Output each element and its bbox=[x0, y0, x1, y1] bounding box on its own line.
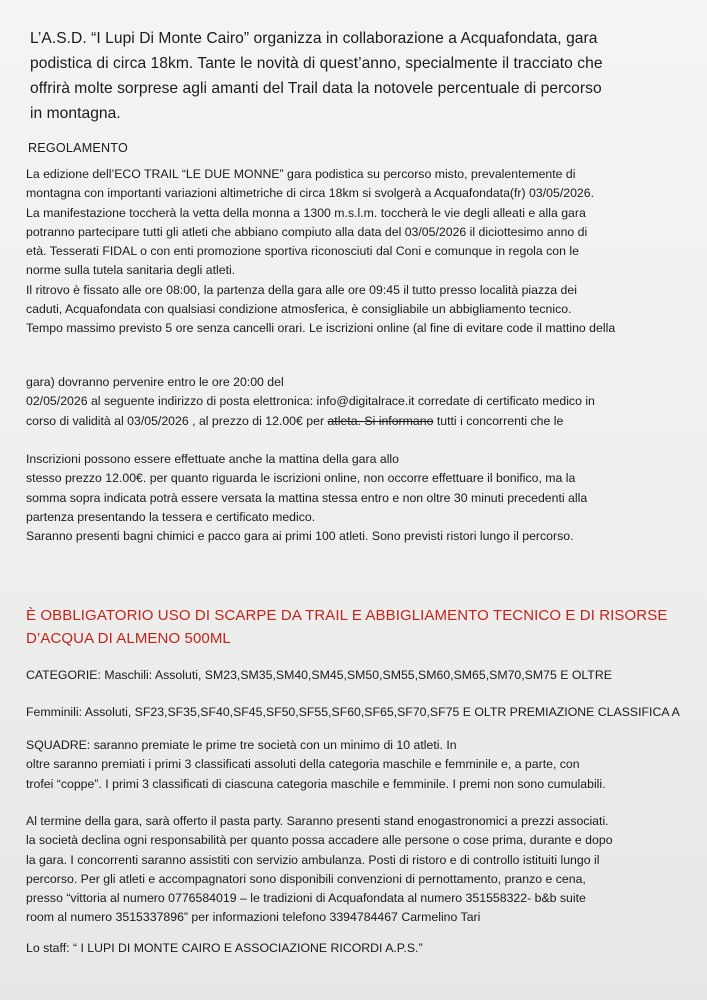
text-line: Tempo massimo previsto 5 ore senza cancelli orari. Le iscrizioni online (al fine di evitare code il mattino della bbox=[26, 321, 616, 336]
text-line: percorso. Per gli atleti e accompagnatori sono disponibili convenzioni di pernottamento, pranzo e cena, bbox=[26, 871, 586, 886]
text-line bbox=[26, 412, 696, 431]
categorie-femminili bbox=[26, 703, 696, 722]
text-line: Inscrizioni possono essere effettuate anche la mattina della gara allo bbox=[26, 452, 400, 466]
text-line: presso “vittoria al numero 0776584019 – le tradizioni di Acquafondata al numero 351558322- b&b suite bbox=[26, 891, 586, 906]
rules-paragraph-1 bbox=[26, 165, 696, 339]
text-line: trofei “coppe”. I primi 3 classificati di ciascuna categoria maschile e femminile. I premi non sono cumulabili. bbox=[26, 776, 606, 791]
text-line: la gara. I concorrenti saranno assistiti con servizio ambulanza. Posti di ristoro e di controllo istituiti lungo il bbox=[26, 852, 600, 867]
text-line: gara) dovranno pervenire entro le ore 20:00 del bbox=[26, 375, 284, 389]
text-line: Lo staff: “ I LUPI DI MONTE CAIRO E ASSOCIAZIONE RICORDI A.P.S.” bbox=[26, 941, 423, 955]
text-line: stesso prezzo 12.00€. per quanto riguarda le iscrizioni online, non occorre effettuare il bonifico, ma la bbox=[26, 471, 576, 486]
squadre-paragraph bbox=[26, 736, 696, 794]
text-line: montagna con importanti variazioni altimetriche di circa 18km si svolgerà a Acquafondata(fr) 03/05/2026. bbox=[26, 186, 595, 201]
mandatory-warning bbox=[26, 604, 696, 650]
text-line: SQUADRE: saranno premiate le prime tre società con un minimo di 10 atleti. In bbox=[26, 738, 457, 752]
text-line: norme sulla tutela sanitaria degli atleti. bbox=[26, 263, 236, 278]
text-line: La manifestazione toccherà la vetta della monna a 1300 m.s.l.m. toccherà le vie degli alleati e alla gara bbox=[26, 205, 586, 220]
intro-line: offrirà molte sorprese agli amanti del Trail data la notovele percentuale di percorso bbox=[30, 80, 602, 97]
text-line: Al termine della gara, sarà offerto il pasta party. Saranno presenti stand enogastronomici a prezzi associati. bbox=[26, 814, 609, 828]
intro-line: L’A.S.D. “I Lupi Di Monte Cairo” organizza in collaborazione a Acquafondata, gara bbox=[30, 30, 598, 47]
text-line: caduti, Acquafondata con qualsiasi condizione atmosferica, è consigliabile un abbigliamento tecnico. bbox=[26, 302, 572, 317]
text-line: partenza presentando la tessera e certificato medico. bbox=[26, 509, 316, 524]
text-line: Il ritrovo è fissato alle ore 08:00, la partenza della gara alle ore 09:45 il tutto presso località piazza dei bbox=[26, 282, 577, 297]
text-line: la società declina ogni responsabilità per quanto possa accadere alle persone o cose prima, durante e dopo bbox=[26, 833, 613, 848]
text-line: oltre saranno premiati i primi 3 classificati assoluti della categoria maschile e femminile e, a parte, con bbox=[26, 757, 580, 772]
warning-line: È OBBLIGATORIO USO DI SCARPE DA TRAIL E ABBIGLIAMENTO TECNICO E DI RISORSE bbox=[26, 607, 668, 624]
intro-line: in montagna. bbox=[30, 105, 121, 122]
text-line: room al numero 3515337896” per informazioni telefono 3394784467 Carmelino Tari bbox=[26, 910, 481, 925]
regolamento-heading: REGOLAMENTO bbox=[28, 141, 128, 155]
staff-signature bbox=[26, 939, 696, 958]
text-line: 02/05/2026 al seguente indirizzo di posta elettronica: info@digitalrace.it corredate di certificato medico in bbox=[26, 394, 595, 409]
text-line: La edizione dell’ECO TRAIL “LE DUE MONNE” gara podistica su percorso misto, prevalentemente di bbox=[26, 167, 576, 181]
text-line: età. Tesserati FIDAL o con enti promozione sportiva riconosciuti dal Coni e comunque in regola con le bbox=[26, 244, 579, 259]
struck-text: atleta. Si informano bbox=[327, 413, 434, 428]
text-segment: corso di validità al 03/05/2026 , al prezzo di 12.00€ per bbox=[26, 413, 328, 428]
warning-line: D’ACQUA DI ALMENO 500ML bbox=[26, 630, 231, 647]
intro-paragraph bbox=[30, 26, 690, 126]
intro-line: podistica di circa 18km. Tante le novità di quest’anno, specialmente il tracciato che bbox=[30, 55, 603, 72]
text-line: Saranno presenti bagni chimici e pacco gara ai primi 100 atleti. Sono previsti ristori lungo il percorso. bbox=[26, 529, 574, 544]
text-line: somma sopra indicata potrà essere versata la mattina stessa entro e non oltre 30 minuti precedenti alla bbox=[26, 490, 588, 505]
categorie-maschili bbox=[26, 666, 696, 685]
text-line: potranno partecipare tutti gli atleti che abbiano compiuto alla data del 03/05/2026 il diciottesimo anno di bbox=[26, 224, 588, 239]
text-line: Femminili: Assoluti, SF23,SF35,SF40,SF45,SF50,SF55,SF60,SF65,SF70,SF75 E OLTR PREMIAZIONE CLASSIFICA A bbox=[26, 705, 680, 719]
termine-paragraph bbox=[26, 812, 696, 928]
rules-paragraph-2 bbox=[26, 373, 696, 431]
text-segment: tutti i concorrenti che le bbox=[433, 413, 564, 428]
text-line: CATEGORIE: Maschili: Assoluti, SM23,SM35,SM40,SM45,SM50,SM55,SM60,SM65,SM70,SM75 E OLTRE bbox=[26, 668, 612, 682]
rules-paragraph-3 bbox=[26, 450, 696, 546]
